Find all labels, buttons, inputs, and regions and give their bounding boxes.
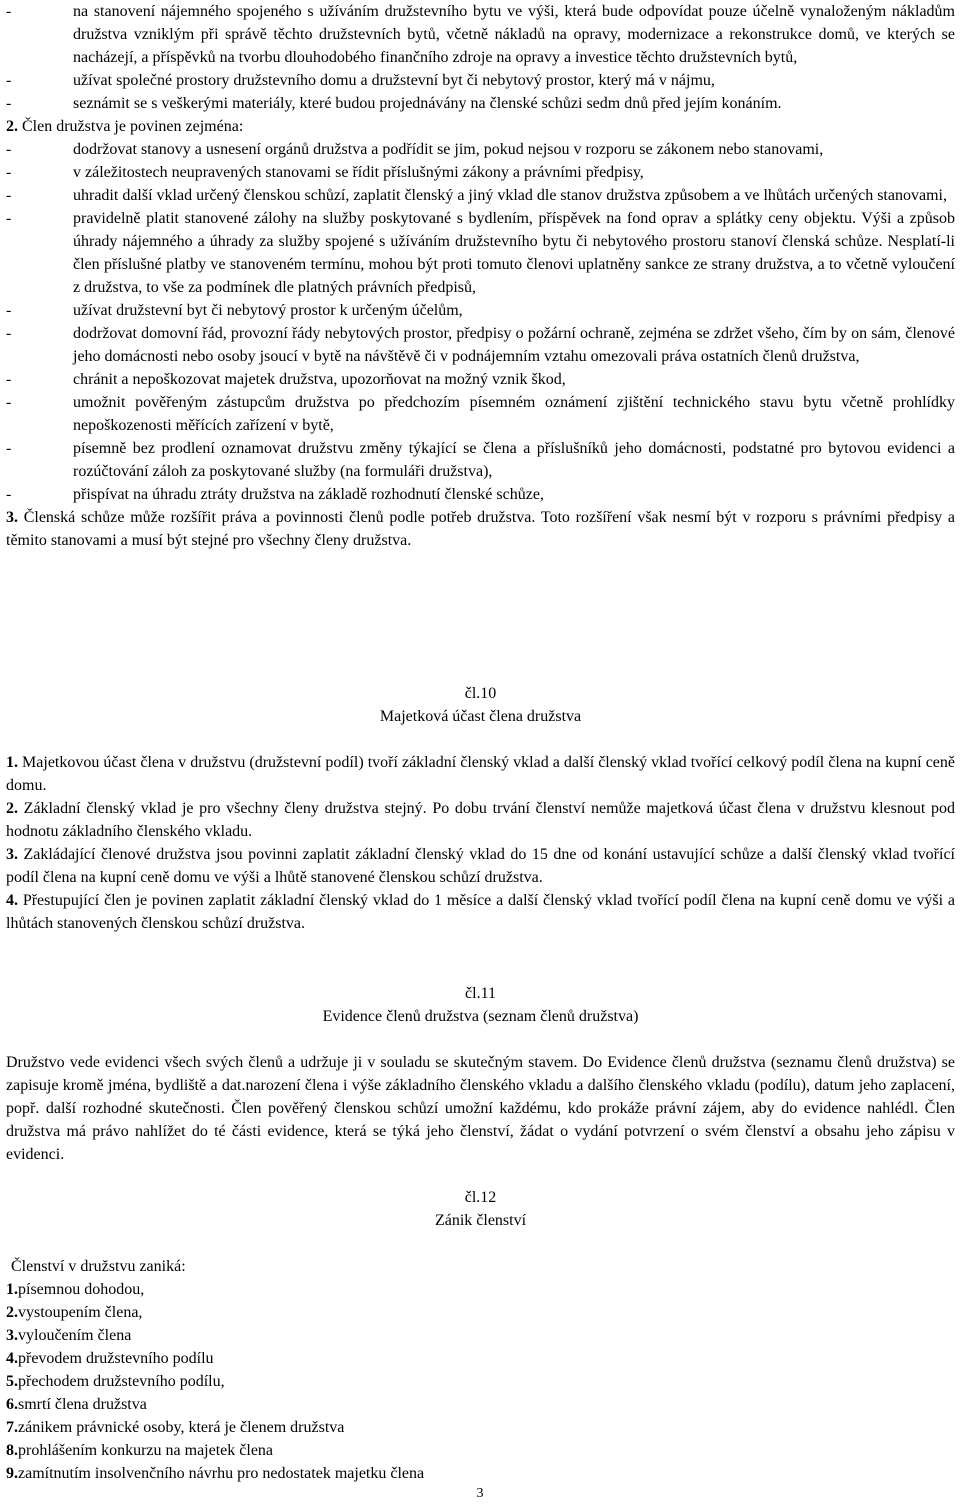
paragraph-number: 4. (6, 892, 18, 909)
list-dash: - (6, 164, 12, 181)
list-item (6, 1439, 955, 1462)
paragraph-number: 2. (6, 118, 18, 135)
list-dash: - (6, 3, 12, 20)
article-subheading: Zánik členství (434, 1212, 527, 1229)
item-number: 4. (6, 1350, 18, 1367)
paragraph-number: 3. (6, 846, 18, 863)
item-text: zamítnutím insolvenčního návrhu pro nedostatek majetku člena (18, 1465, 425, 1482)
item-number: 6. (6, 1396, 18, 1413)
list-item (6, 161, 955, 184)
article-heading: čl.11 (465, 985, 496, 1002)
list-dash: - (6, 141, 12, 158)
article-10 (6, 682, 955, 935)
list-dash: - (6, 187, 12, 204)
item-number: 1. (6, 1281, 18, 1298)
list-item-text: umožnit pověřeným zástupcům družstva po předchozím písemném oznámení zjištění technického stavu bytu včetně prohlídky nepoškozenosti měřících zařízení v bytě, (73, 394, 955, 434)
paragraph-number: 1. (6, 754, 18, 771)
article-11 (6, 982, 955, 1166)
item-number: 7. (6, 1419, 18, 1436)
list-item (6, 437, 955, 483)
list-item (6, 92, 955, 115)
list-dash: - (6, 325, 12, 342)
list-item (6, 138, 955, 161)
article-heading: čl.12 (464, 1189, 497, 1206)
paragraph (6, 843, 955, 889)
list-dash: - (6, 371, 12, 388)
list-item-text: užívat společné prostory družstevního domu a družstevní byt či nebytový prostor, který má v nájmu, (73, 72, 715, 89)
paragraph-2 (6, 115, 955, 138)
termination-intro: Členství v družstvu zaniká: (11, 1258, 186, 1275)
list-item (6, 391, 955, 437)
list-dash: - (6, 72, 12, 89)
list-item (6, 207, 955, 299)
article-subheading: Evidence členů družstva (seznam členů družstva) (322, 1008, 639, 1025)
paragraph-number: 2. (6, 800, 18, 817)
paragraph-text: Členská schůze může rozšířit práva a povinnosti členů podle potřeb družstva. Toto rozšíření však nesmí být v rozporu s právními předpisy a těmito stanovami a musí být stejné pro všechny členy družstva. (6, 509, 955, 549)
list-item (6, 184, 955, 207)
item-number: 9. (6, 1465, 18, 1482)
paragraph-text: Přestupující člen je povinen zaplatit základní členský vklad do 1 měsíce a další členský vklad tvořící podíl člena na kupní ceně domu ve výši a lhůtách stanovených členskou schůzí družstva. (6, 892, 955, 932)
list-item (6, 1301, 955, 1324)
list-item-text: chránit a nepoškozovat majetek družstva, upozorňovat na možný vznik škod, (73, 371, 566, 388)
list-item-text: v záležitostech neupravených stanovami se řídit příslušnými zákony a právními předpisy, (73, 164, 644, 181)
item-number: 5. (6, 1373, 18, 1390)
rights-list-continuation (6, 0, 955, 115)
termination-list (6, 1278, 955, 1485)
paragraph-number: 3. (6, 509, 18, 526)
paragraph-3 (6, 506, 955, 552)
paragraph (6, 751, 955, 797)
paragraph-text: Majetkovou účast člena v družstvu (družstevní podíl) tvoří základní členský vklad a další členský vklad tvořící celkový podíl člena na kupní ceně domu. (6, 754, 955, 794)
list-item (6, 1324, 955, 1347)
list-item (6, 299, 955, 322)
article-heading: čl.10 (464, 685, 497, 702)
list-dash: - (6, 486, 12, 503)
list-item (6, 0, 955, 69)
list-dash: - (6, 440, 12, 457)
list-dash: - (6, 95, 12, 112)
list-item (6, 1370, 955, 1393)
paragraph (6, 889, 955, 935)
item-number: 2. (6, 1304, 18, 1321)
item-number: 3. (6, 1327, 18, 1344)
list-item (6, 1278, 955, 1301)
article-12 (6, 1186, 955, 1485)
list-item (6, 1393, 955, 1416)
item-text: prohlášením konkurzu na majetek člena (18, 1442, 274, 1459)
list-item-text: uhradit další vklad určený členskou schůzí, zaplatit členský a jiný vklad dle stanov družstva způsobem a ve lhůtách určených stanovami, (73, 187, 947, 204)
list-item-text: přispívat na úhradu ztráty družstva na základě rozhodnutí členské schůze, (73, 486, 544, 503)
item-text: písemnou dohodou, (18, 1281, 145, 1298)
list-item-text: pravidelně platit stanovené zálohy na služby poskytované s bydlením, příspěvek na fond oprav a splátky ceny objektu. Výši a způsob úhrady nájemného a úhrady za služby spojené s užíváním družstevního bytu či nebytového prostoru stanoví členská schůze. Nesplatí-li člen příslušné platby ve stanoveném termínu, mohou být proti tomuto členovi uplatněny sankce ze strany družstva, a to včetně vyloučení z družstva, to vše za podmínek dle platných právních předpisů, (73, 210, 955, 296)
paragraph (6, 797, 955, 843)
paragraph: Družstvo vede evidenci všech svých členů a udržuje ji v souladu se skutečným stavem. Do Evidence členů družstva (seznamu členů družstva) se zapisuje kromě jména, bydliště a dat.narození člena i výše základního členského vkladu a dalšího členského vkladu (podílu), datum jeho zaplacení, popř. další rozhodné skutečnosti. Člen pověřený členskou schůzí umožní každému, kdo prokáže právní zájem, aby do evidence nahlédl. Člen družstva má právo nahlížet do té části evidence, která se týká jeho členství, žádat o vydání potvrzení o svém členství a obsahu jeho zápisu v evidenci. (6, 1054, 955, 1163)
list-item-text: dodržovat stanovy a usnesení orgánů družstva a podřídit se jim, pokud nejsou v rozporu se zákonem nebo stanovami, (73, 141, 824, 158)
page-number: 3 (476, 1486, 484, 1501)
list-dash: - (6, 210, 12, 227)
list-item-text: na stanovení nájemného spojeného s užíváním družstevního bytu ve výši, která bude odpovídat pouze účelně vynaloženým nákladům družstva vzniklým při správě těchto družstevních bytů, včetně nákladů na opravy, modernizace a rekonstrukce domů, ve kterých se nacházejí, a příspěvků na tvorbu dlouhodobého finančního zdroje na opravy a investice těchto družstevních bytů, (73, 3, 955, 66)
list-item (6, 483, 955, 506)
list-item (6, 368, 955, 391)
paragraph-text: Základní členský vklad je pro všechny členy družstva stejný. Po dobu trvání členství nemůže majetková účast člena v družstvu klesnout pod hodnotu základního členského vkladu. (6, 800, 955, 840)
item-text: vyloučením člena (18, 1327, 132, 1344)
list-item-text: dodržovat domovní řád, provozní řády nebytových prostor, předpisy o požární ochraně, zejména se zdržet všeho, čím by on sám, členové jeho domácnosti nebo osoby jsoucí v bytě na návštěvě či v podnájemním vztahu omezovali práva ostatních členů družstva, (73, 325, 955, 365)
item-text: smrtí člena družstva (18, 1396, 147, 1413)
item-text: vystoupením člena, (18, 1304, 143, 1321)
paragraph-text: Zakládající členové družstva jsou povinni zaplatit základní členský vklad do 15 dne od konání ustavující schůze a další členský vklad tvořící podíl člena na kupní ceně domu ve výši a lhůtě stanovené členskou schůzí družstva. (6, 846, 955, 886)
list-item-text: seznámit se s veškerými materiály, které budou projednávány na členské schůzi sedm dnů před jejím konáním. (73, 95, 782, 112)
list-item (6, 1347, 955, 1370)
list-item (6, 322, 955, 368)
list-item (6, 69, 955, 92)
list-item (6, 1416, 955, 1439)
item-text: převodem družstevního podílu (18, 1350, 214, 1367)
article-subheading: Majetková účast člena družstva (379, 708, 582, 725)
document-page (6, 0, 955, 1482)
paragraph-text: Člen družstva je povinen zejména: (18, 118, 244, 135)
list-dash: - (6, 394, 12, 411)
duties-list (6, 138, 955, 506)
list-dash: - (6, 302, 12, 319)
list-item-text: užívat družstevní byt či nebytový prostor k určeným účelům, (73, 302, 463, 319)
list-item-text: písemně bez prodlení oznamovat družstvu změny týkající se člena a příslušníků jeho domácnosti, podstatné pro bytovou evidenci a rozúčtování záloh za poskytované služby (na formuláři družstva), (73, 440, 955, 480)
item-text: přechodem družstevního podílu, (18, 1373, 225, 1390)
item-text: zánikem právnické osoby, která je členem družstva (18, 1419, 345, 1436)
item-number: 8. (6, 1442, 18, 1459)
